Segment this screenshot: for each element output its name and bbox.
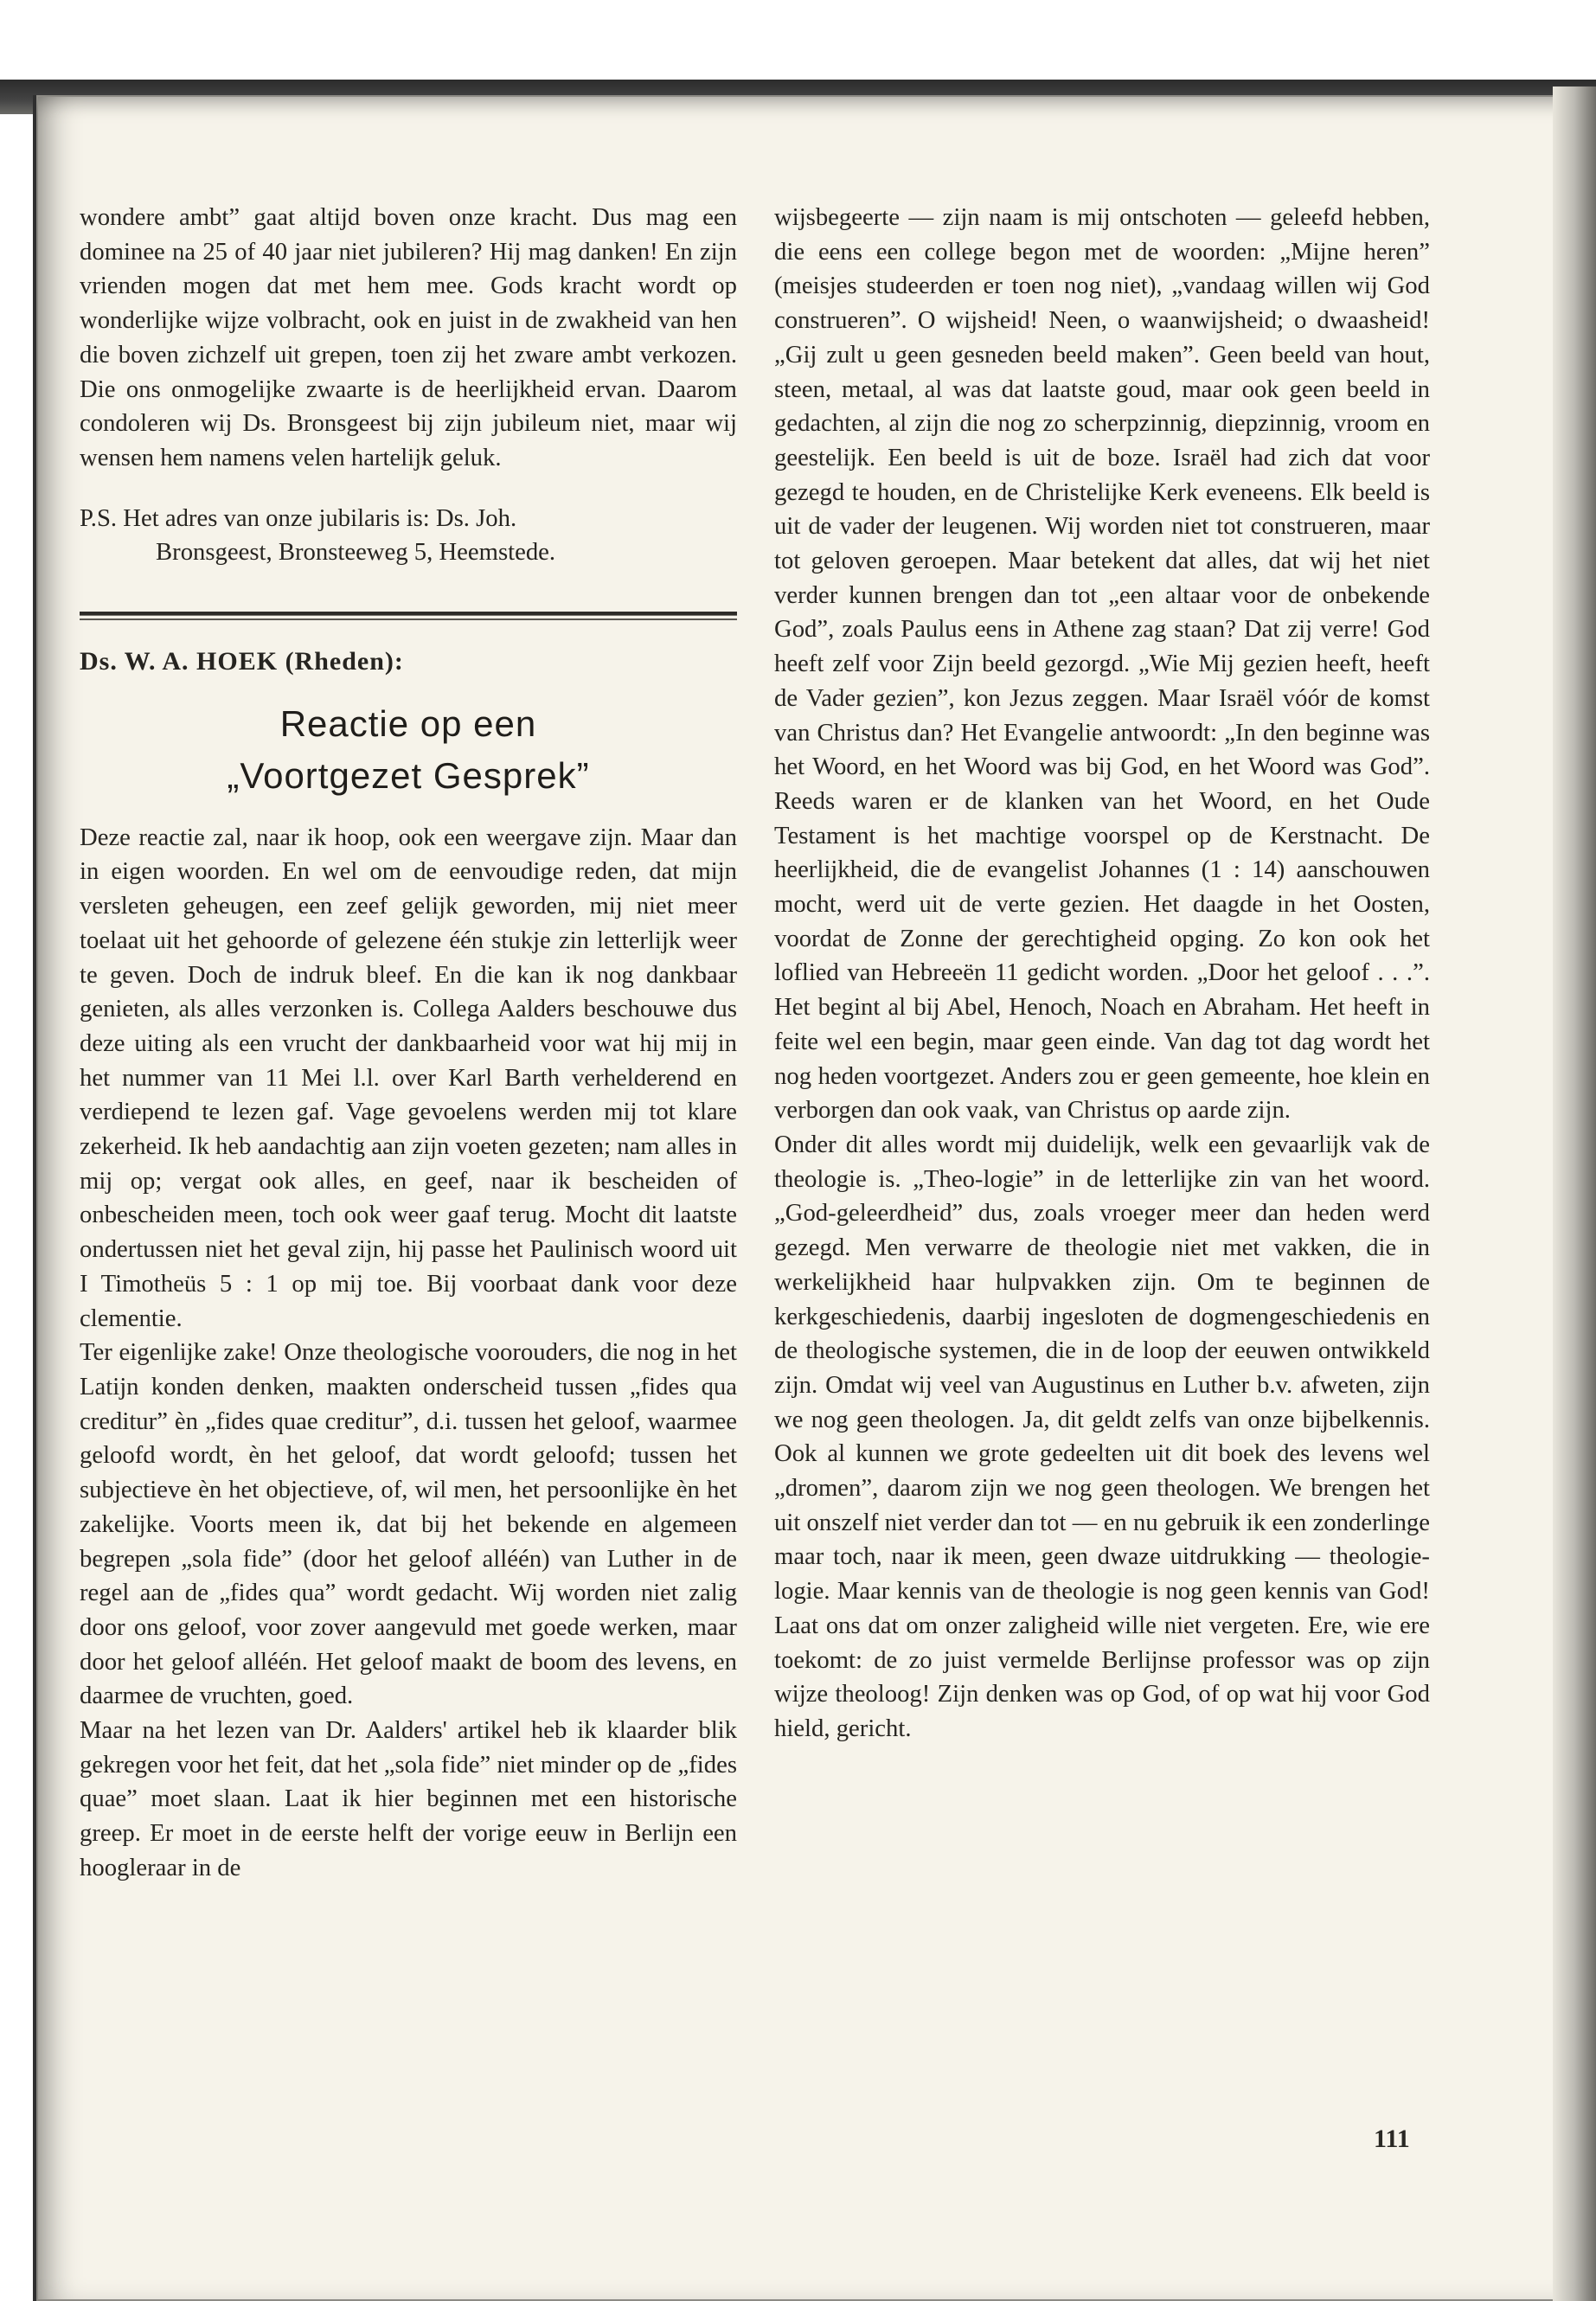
body-paragraph: Ter eigenlijke zake! Onze theologische voorouders, die nog in het Latijn konden denken, maakten onderscheid tussen „fides qua creditur” èn „fides quae creditur”, d.i. tussen het geloof, waarmee geloofd wordt, èn het geloof, dat wordt geloofd; tussen het subjectieve èn het objectieve, of, wil men, het persoonlijke èn het zakelijke. Voorts meen ik, dat bij het bekende en algemeen begrepen „sola fide” (door het geloof alléén) van Luther in de regel aan de „fides qua” wordt gedacht. Wij worden niet zalig door ons geloof, voor zover aangevuld met goede werken, maar door het geloof alléén. Het geloof maakt de boom des levens, en daarmee de vruchten, goed. bbox=[80, 1338, 737, 1710]
postscript-address: Bronsgeest, Bronsteeweg 5, Heemstede. bbox=[156, 538, 556, 567]
article-byline: Ds. W. A. HOEK (Rheden): bbox=[80, 647, 404, 676]
section-divider bbox=[80, 612, 737, 616]
body-paragraph: Onder dit alles wordt mij duidelijk, welk een gevaarlijk vak de theologie is. „Theo-logie” in de letterlijke zin van het woord. „God-geleerdheid” dus, zoals vroeger meer dan heden werd gezegd. Men verwarre de theologie niet met vakken, die in werkelijkheid haar hulpvakken zijn. Om te beginnen de kerkgeschiedenis, daarbij ingesloten de dogmengeschiedenis en de theologische systemen, die in de loop der eeuwen ontwikkeld zijn. Omdat wij veel van Augustinus en Luther b.v. afweten, zijn we nog geen theologen. Ja, dit geldt zelfs van onze bijbelkennis. Ook al kunnen we grote gedeelten uit dit boek des levens wel „dromen”, daarom zijn we nog geen theologen. We brengen het uit onszelf niet verder dan tot — en nu gebruik ik een zonderlinge maar toch, naar ik meen, geen dwaze uitdrukking — theologie-logie. Maar kennis van de theologie is nog geen kennis van God! Laat ons dat om onzer zaligheid wille niet vergeten. Ere, wie ere toekomt: de zo juist vermelde Berlijnse professor was op zijn wijze theoloog! Zijn denken was op God, of op wat hij voor God hield, gericht. bbox=[774, 1130, 1430, 1742]
intro-paragraph: wondere ambt” gaat altijd boven onze kracht. Dus mag een dominee na 25 of 40 jaar niet jubileren? Hij mag danken! En zijn vrienden mogen dat met hem mee. Gods kracht wordt op wonderlijke wijze volbracht, ook en juist in de zwakheid van hen die boven zichzelf uit grepen, toen zij het zware ambt verkozen. Die ons onmogelijke zwaarte is de heerlijkheid ervan. Daarom condoleren wij Ds. Bronsgeest bij zijn jubileum niet, maar wij wensen hem namens velen hartelijk geluk. bbox=[80, 203, 737, 471]
body-paragraph: wijsbegeerte — zijn naam is mij ontschoten — geleefd hebben, die eens een college begon met de woorden: „Mijne heren” (meisjes studeerden er toen nog niet), „vandaag willen wij God construeren”. O wijsheid! Neen, o waanwijsheid; o dwaasheid! „Gij zult u geen gesneden beeld maken”. Geen beeld van hout, steen, metaal, al was dat laatste goud, maar ook geen beeld in gedachten, al zijn die nog zo scherpzinnig, diepzinnig, vroom en geestelijk. Een beeld is uit de boze. Israël had zich dat voor gezegd te houden, en de Christelijke Kerk eveneens. Elk beeld is uit de vader der leugenen. Wij worden niet tot construeren, maar tot geloven geroepen. Maar betekent dat alles, dat wij het niet verder kunnen brengen dan tot „een altaar voor de onbekende God”, zoals Paulus eens in Athene zag staan? Dat zij verre! God heeft zelf voor Zijn beeld gezorgd. „Wie Mij gezien heeft, heeft de Vader gezien”, kon Jezus zeggen. Maar Israël vóór de komst van Christus dan? Het Evangelie antwoordt: „In den beginne was het Woord, en het Woord was bij God, en het Woord was God”. Reeds waren er de klanken van het Woord, en het Oude Testament is het machtige voorspel op de Kerstnacht. De heerlijkheid, die de evangelist Johannes (1 : 14) aanschouwen mocht, werd uit de verte gezien. Het daagde in het Oosten, voordat de Zonne der gerechtigheid opging. Zo kon ook het loflied van Hebreeën 11 gedicht worden. „Door het geloof . . .”. Het begint al bij Abel, Henoch, Noach en Abraham. Het heeft in feite wel een begin, maar geen einde. Van dag tot dag wordt het nog heden voortgezet. Anders zou er geen gemeente, hoe klein en verborgen dan ook vaak, van Christus op aarde zijn. bbox=[774, 203, 1430, 1125]
right-column bbox=[774, 201, 1430, 1747]
article-headline bbox=[80, 698, 737, 802]
page-number: 111 bbox=[1374, 2125, 1410, 2153]
headline-line-1: Reactie op een bbox=[279, 702, 537, 744]
section-divider-thin bbox=[80, 619, 737, 620]
body-paragraph: Maar na het lezen van Dr. Aalders' artikel heb ik klaarder blik gekregen voor het feit, dat het „sola fide” niet minder op de „fides quae” moet slaan. Laat ik hier beginnen met een historische greep. Er moet in de eerste helft der vorige eeuw in Berlijn een hoogleraar in de bbox=[80, 1716, 737, 1881]
body-paragraph: Deze reactie zal, naar ik hoop, ook een weergave zijn. Maar dan in eigen woorden. En wel om de eenvoudige reden, dat mijn versleten geheugen, een zeef gelijk geworden, mij niet meer toelaat uit het gehoorde of gelezene één stukje zin letterlijk weer te geven. Doch de indruk bleef. En die kan ik nog dankbaar genieten, als alles verzonken is. Collega Aalders beschouwe dus deze uiting als een vrucht der dankbaarheid voor wat hij mij in het nummer van 11 Mei l.l. over Karl Barth verhelderend en verdiepend te lezen gaf. Vage gevoelens werden mij tot klare zekerheid. Ik heb aandachtig aan zijn voeten gezeten; nam alles in mij op; vergat ook alles, en geef, naar ik bescheiden of onbescheiden meen, toch ook weer gaaf terug. Mocht dit laatste ondertussen niet het geval zijn, hij passe het Paulinisch woord uit I Timotheüs 5 : 1 op mij toe. Bij voorbaat dank voor deze clementie. bbox=[80, 823, 737, 1332]
postscript-line: P.S. Het adres van onze jubilaris is: Ds. Joh. bbox=[80, 503, 517, 532]
left-column bbox=[80, 201, 737, 1886]
headline-line-2: „Voortgezet Gesprek” bbox=[227, 754, 590, 796]
page-binding-edge bbox=[1553, 87, 1596, 2301]
